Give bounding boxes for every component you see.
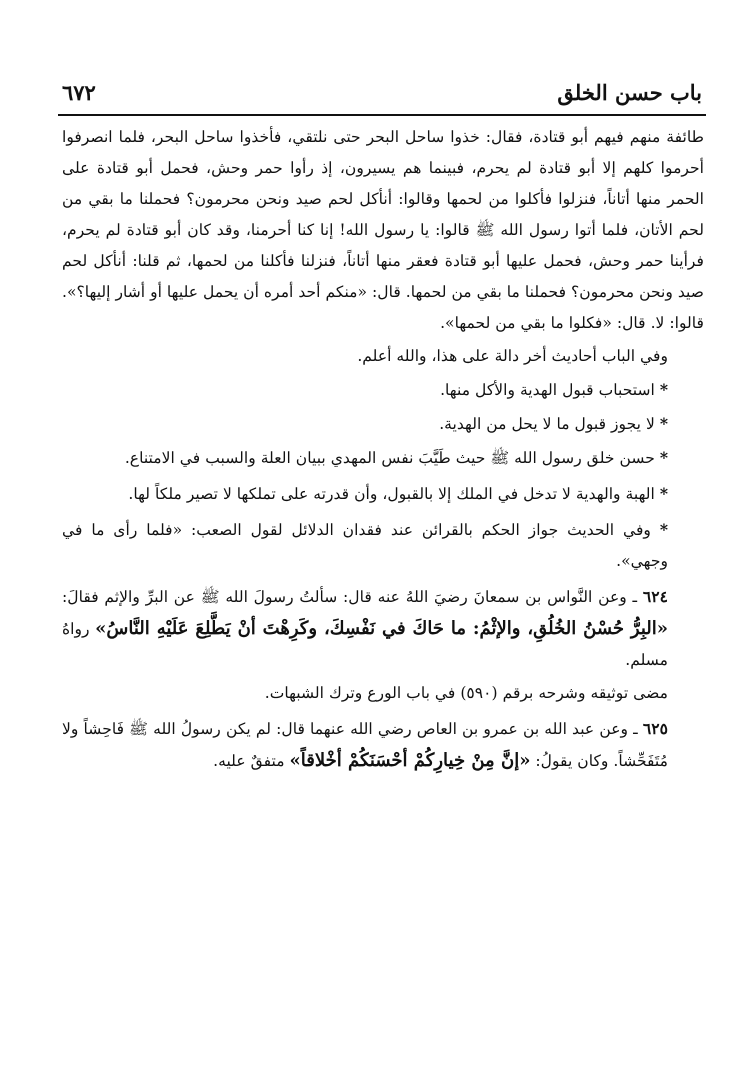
page-number: ٦٧٢ (62, 79, 96, 105)
cross-reference-note: مضى توثيقه وشرحه برقم (٥٩٠) في باب الورع وترك الشبهات. (264, 684, 668, 702)
hadith-624 (62, 581, 704, 676)
page-header (62, 74, 702, 110)
bullet-star: * (659, 380, 668, 399)
note-paragraph: وفي الباب أحاديث أخر دالة على هذا، والله أعلم. (357, 347, 668, 365)
hadith-625 (62, 713, 704, 777)
benefit-item (62, 478, 704, 510)
bullet-star: * (659, 414, 668, 433)
hadith-number: ٦٢٤ (642, 587, 668, 606)
hadith-source: رواهُ مسلم. (62, 620, 668, 669)
benefit-item (62, 514, 704, 577)
hadith-quote: «إنَّ مِنْ خِيارِكُمْ أحْسَنَكُمْ أخْلاقاً» (289, 750, 531, 771)
header-divider (58, 114, 706, 116)
benefit-text: وفي الحديث جواز الحكم بالقرائن عند فقدان الدلائل لقول الصعب: «فلما رأى ما في وجهي». (62, 521, 668, 570)
bullet-star: * (659, 484, 668, 503)
bullet-star: * (659, 448, 668, 467)
hadith-quote: «البِرُّ حُسْنُ الخُلُقِ، والإثْمُ: ما حَاكَ في نَفْسِكَ، وكَرِهْتَ أنْ يَطَّلِعَ عَلَيْهِ النَّاسُ» (95, 618, 668, 639)
page-body (62, 122, 704, 777)
benefit-item (62, 442, 704, 474)
benefit-text: استحباب قبول الهدية والأكل منها. (440, 381, 655, 399)
hadith-source: متفقٌ عليه. (213, 752, 285, 770)
benefit-text: الهبة والهدية لا تدخل في الملك إلا بالقبول، وأن قدرته على تملكها لا تصير ملكاً لها. (128, 485, 655, 503)
benefit-item (62, 408, 704, 440)
hadith-continuation-paragraph: طائفة منهم فيهم أبو قتادة، فقال: خذوا ساحل البحر حتى نلتقي، فأخذوا ساحل البحر، فلما انصرفوا أحرموا كلهم إلا أبو قتادة لم يحرم، فبينما هم يسيرون، إذ رأوا حمر وحش، فحمل أبو قتادة على الحمر منها أتاناً، فنزلوا فأكلوا من لحمها وقالوا: أنأكل لحم صيد ونحن محرمون؟ فحملنا ما بقي من لحم الأتان، فلما أتوا رسول الله ﷺ قالوا: يا رسول الله! إنا كنا أحرمنا، وقد كان أبو قتادة لم يحرم، فرأينا حمر وحش، فحمل عليها أبو قتادة فعقر منها أتاناً، فنزلنا فأكلنا من لحمها، ثم قلنا: أنأكل لحم صيد ونحن محرمون؟ فحملنا ما بقي من لحمها. قال: «منكم أحد أمره أن يحمل عليها أو أشار إليها؟». قالوا: لا. قال: «فكلوا ما بقي من لحمها». (62, 128, 704, 332)
hadith-number: ٦٢٥ (642, 719, 668, 738)
bullet-star: * (659, 520, 668, 539)
hadith-text: ـ وعن عبد الله بن عمرو بن العاص رضي الله عنهما قال: لم يكن رسولُ الله ﷺ فَاحِشاً ولا مُتَفَحِّشاً. وكان يقولُ: (62, 720, 668, 770)
chapter-title: باب حسن الخلق (557, 79, 702, 105)
hadith-text: ـ وعن النَّواس بن سمعانَ رضيَ اللهُ عنه قال: سألتُ رسولَ الله ﷺ عن البرِّ والإثم فقالَ: (62, 588, 638, 606)
benefit-text: لا يجوز قبول ما لا يحل من الهدية. (439, 415, 655, 433)
benefit-text: حسن خلق رسول الله ﷺ حيث طَيَّبَ نفس المهدي ببيان العلة والسبب في الامتناع. (124, 449, 655, 467)
benefit-item (62, 374, 704, 406)
